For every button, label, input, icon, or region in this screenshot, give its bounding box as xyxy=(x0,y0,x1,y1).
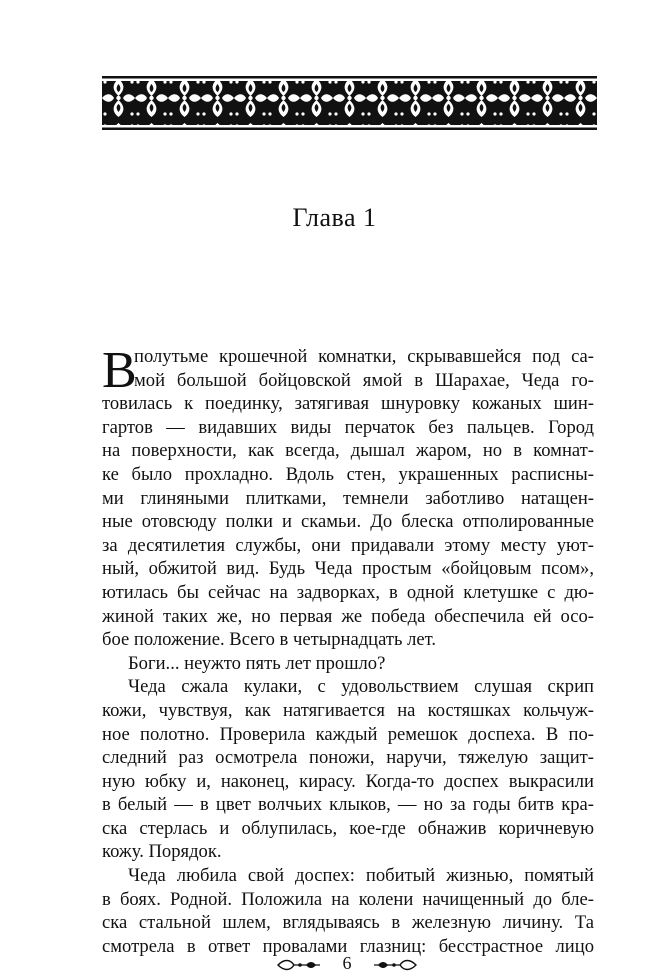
text-line: жиной таких же, но первая же победа обеспечила ей осо- xyxy=(102,605,594,627)
text-line: кожи, чувствуя, как натягивается на костяшках кольчуж- xyxy=(102,699,594,721)
text-line: бое положение. Всего в четырнадцать лет. xyxy=(102,629,437,651)
text-line: смотрела в ответ провалами глазниц: бесстрастное лицо xyxy=(102,935,594,957)
text-line: ную юбку и, наконец, кирасу. Когда-то доспех выкрасили xyxy=(102,770,594,792)
text-line: Боги... неужто пять лет прошло? xyxy=(128,652,386,674)
text-line: Чеда любила свой доспех: побитый жизнью, помятый xyxy=(128,865,594,887)
text-line: кожу. Порядок. xyxy=(102,841,222,863)
text-line: полутьме крошечной комнатки, скрывавшейся под са- xyxy=(134,346,594,367)
footer-flourish-left-icon xyxy=(276,957,322,973)
text-line: товилась к поединку, затягивая шнуровку кожаных шин- xyxy=(102,393,594,415)
text-line: следний раз осмотрела поножи, наручи, тяжелую защит- xyxy=(102,747,594,769)
text-line: Чеда сжала кулаки, с удовольствием слушая скрип xyxy=(128,676,594,698)
text-line: ке было прохладно. Вдоль стен, украшенных расписны- xyxy=(102,463,594,485)
body-text xyxy=(102,342,594,958)
chapter-title: Глава 1 xyxy=(292,203,377,232)
ornamental-header-band xyxy=(102,76,597,130)
text-line: ми глиняными плитками, темнели заботливо натащен- xyxy=(102,487,594,509)
text-line: ска стерлась и облупилась, кое-где обнажив коричневую xyxy=(102,817,594,839)
text-line: ютилась бы сейчас на задворках, в одной клетушке с дю- xyxy=(102,581,594,603)
footer-flourish-right-icon xyxy=(372,957,418,973)
page-number: 6 xyxy=(342,953,352,973)
text-line: на поверхности, как всегда, дышал жаром, но в комнат- xyxy=(102,440,594,462)
text-line: гартов — видавших виды перчаток без пальцев. Город xyxy=(102,416,594,438)
text-line: в белый — в цвет волчьих клыков, — но за годы битв кра- xyxy=(102,794,594,816)
text-line: ный, обжитой вид. Будь Чеда простым «бойцовым псом», xyxy=(102,558,594,580)
drop-cap: В xyxy=(102,342,137,399)
text-line: мой большой бойцовской ямой в Шарахае, Чеда го- xyxy=(134,369,594,391)
text-line: ные отовсюду полки и скамьи. До блеска отполированные xyxy=(102,511,594,533)
text-line: в боях. Родной. Положила на колени начищенный до бле- xyxy=(102,888,594,910)
text-lines xyxy=(102,342,594,958)
text-line: ное полотно. Проверила каждый ремешок доспеха. В по- xyxy=(102,723,594,745)
text-line: за десятилетия службы, они придавали этому месту уют- xyxy=(102,534,594,556)
text-line: ска стальной шлем, вглядываясь в железную личину. Та xyxy=(102,912,594,934)
page-footer xyxy=(0,952,669,976)
